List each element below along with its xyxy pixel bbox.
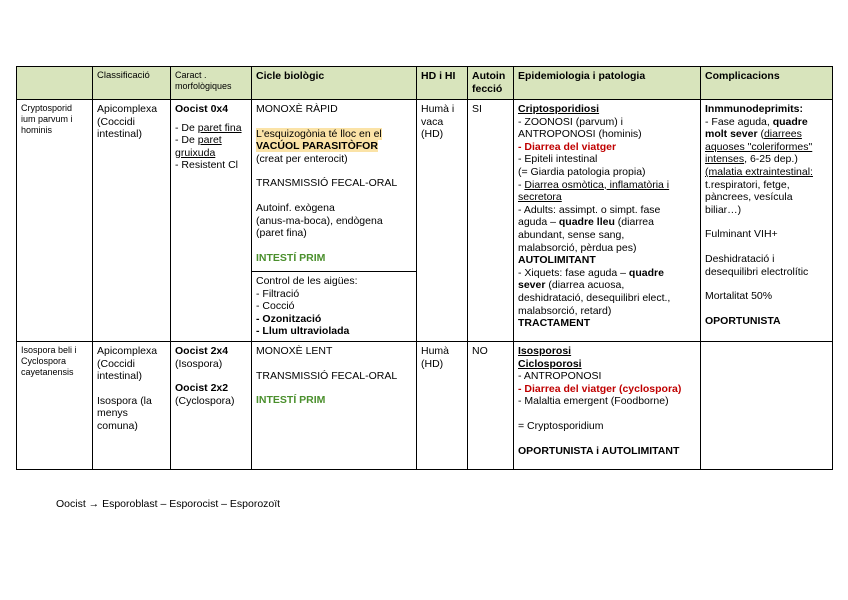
row1-epi-line: aguda – quadre lleu (diarrea: [518, 216, 654, 229]
row2-oocist-cyclospora: Oocist 2x2: [175, 382, 229, 395]
row1-esquizogonia: L'esquizogònia té lloc en el: [256, 127, 382, 140]
row1-epi-line: - Xiquets: fase aguda – quadre: [518, 266, 664, 279]
row1-autoinfeccio: [468, 100, 514, 342]
row2-hosts: [417, 341, 468, 469]
row1-comp-line: aquoses "coleriformes": [705, 140, 813, 153]
row2-transmissio: TRANSMISSIÓ FECAL-ORAL: [256, 369, 398, 382]
row1-host-line: vaca: [421, 115, 444, 128]
row1-control-item: - Cocció: [256, 300, 295, 313]
row1-comp-oportunista: OPORTUNISTA: [705, 314, 781, 327]
row1-classif-line: Apicomplexa: [97, 103, 158, 115]
row2-epi-diarrea-viatger: - Diarrea del viatger (cyclospora): [518, 382, 682, 395]
row1-creat: (creat per enterocit): [256, 152, 348, 165]
footnote: Oocist → Esporoblast – Esporocist – Esporozoït: [56, 498, 281, 510]
parasite-table: [16, 66, 833, 470]
row2-cicle: [252, 341, 417, 469]
row1-epi-line: - Adults: assimpt. o simpt. fase: [518, 203, 661, 216]
row1-comp-line: t.respiratori, fetge,: [705, 178, 790, 191]
row1-comp-line: - Fase aguda, quadre: [705, 115, 808, 128]
row1-comp-line: desequilibri electrolític: [705, 265, 809, 278]
row2-complicacions: [701, 341, 833, 469]
row1-comp-line: (malatia extraintestinal:: [705, 165, 813, 178]
row1-comp-title: Inmmunodeprimits:: [705, 103, 804, 115]
row1-autoinf-line: Autoinf. exògena: [256, 201, 335, 214]
row1-control-item: - Ozonització: [256, 312, 322, 325]
row2-classif-line: menys: [97, 407, 128, 420]
row1-morph-line1: - De paret fina: [175, 121, 242, 134]
row1-cicle: [252, 100, 417, 342]
table-header-row: [17, 67, 833, 100]
row1-vacuol: VACÚOL PARASITÒFOR: [256, 140, 378, 153]
row1-complicacions: [701, 100, 833, 342]
row1-classificacio: [93, 100, 171, 342]
row2-epi-line: - Malaltia emergent (Foodborne): [518, 395, 669, 408]
header-autoinfeccio: Autoin fecció: [468, 67, 514, 100]
row1-cicle-top: [252, 100, 416, 272]
row1-transmissio: TRANSMISSIÓ FECAL-ORAL: [256, 177, 398, 190]
row2-classif-line: Isospora (la: [97, 394, 152, 407]
row1-cicle-bottom: [252, 272, 416, 341]
row1-control-title: Control de les aigües:: [256, 275, 358, 287]
header-complicacions: Complicacions: [701, 67, 833, 100]
row1-morfologia: [171, 100, 252, 342]
row1-comp-line: intenses, 6-25 dep.): [705, 153, 798, 166]
row1-autoinf-line: (paret fina): [256, 227, 307, 240]
row1-epi-title: Criptosporidiosi: [518, 103, 600, 115]
row1-host-line: Humà i: [421, 103, 455, 115]
row1-comp-mortalitat: Mortalitat 50%: [705, 290, 773, 303]
row2-classif-line: (Coccidi: [97, 357, 135, 370]
header-hd-hi: HD i HI: [417, 67, 468, 100]
row1-epi-autolimitant: AUTOLIMITANT: [518, 254, 596, 267]
row1-autoinf-line: (anus-ma-boca), endògena: [256, 214, 383, 227]
header-epidemiologia: Epidemiologia i patologia: [514, 67, 701, 100]
row1-epi-line: malabsorció, retard): [518, 304, 612, 317]
row2-epi-title: Isosporosi: [518, 344, 572, 357]
row1-morph-line2: - De paret gruixuda: [175, 134, 222, 159]
row2-morph-sub: (Cyclospora): [175, 394, 235, 407]
row1-epi-diarrea-viatger: - Diarrea del viatger: [518, 140, 617, 153]
row2-classif-line: intestinal): [97, 370, 142, 383]
row1-intesti-prim: INTESTÍ PRIM: [256, 251, 326, 264]
row1-epi-line: - Diarrea osmòtica, inflamatòria i secretora: [518, 178, 670, 204]
row2-epi-title: Ciclosporosi: [518, 357, 582, 370]
row2-monoxe: MONOXÈ LENT: [256, 344, 333, 357]
row2-name: [17, 341, 93, 469]
row1-epi-line: abundant, sense sang,: [518, 228, 625, 241]
row2-epi-line: - ANTROPONOSI: [518, 370, 602, 383]
row1-name-text: Cryptosporid ium parvum i hominis: [21, 103, 73, 135]
header-empty: [17, 67, 93, 100]
row2-classif-line: comuna): [97, 419, 138, 432]
row1-comp-line: Fulminant VIH+: [705, 228, 778, 241]
header-caract-morfologiques: Caract . morfològiques: [171, 67, 252, 100]
row1-epi-line: - ZOONOSI (parvum) i: [518, 115, 624, 128]
row1-comp-line: Deshidratació i: [705, 252, 775, 265]
row1-epi-line: (= Giardia patologia propia): [518, 165, 646, 178]
row2-name-text: Isospora beli i Cyclospora cayetanensis: [21, 344, 77, 377]
table-row: [17, 341, 833, 469]
row2-classificacio: [93, 341, 171, 469]
row1-classif-line: (Coccidi: [97, 115, 135, 128]
row2-epidemiologia: [514, 341, 701, 469]
row1-epi-line: ANTROPONOSI (hominis): [518, 128, 642, 141]
row1-autoinf-value: SI: [472, 103, 482, 115]
row1-morph-line3: - Resistent Cl: [175, 159, 239, 172]
row1-epidemiologia: [514, 100, 701, 342]
row2-host-line: Humà: [421, 344, 450, 357]
row1-name: [17, 100, 93, 342]
row2-host-line: (HD): [421, 357, 444, 370]
row2-epi-oportunista: OPORTUNISTA i AUTOLIMITANT: [518, 444, 680, 457]
header-cicle-biologic: Cicle biològic: [252, 67, 417, 100]
row2-intesti-prim: INTESTÍ PRIM: [256, 394, 326, 407]
row1-comp-line: biliar…): [705, 203, 742, 216]
table-row: [17, 100, 833, 342]
row2-morph-sub: (Isospora): [175, 357, 223, 370]
row1-epi-line: malabsorció, pèrdua pes): [518, 241, 637, 254]
row1-epi-line: sever (diarrea acuosa,: [518, 279, 625, 292]
row2-autoinf-value: NO: [472, 344, 488, 357]
row2-autoinfeccio: [468, 341, 514, 469]
row2-classif-line: Apicomplexa: [97, 344, 158, 357]
row1-classif-line: intestinal): [97, 128, 142, 141]
row1-hosts: [417, 100, 468, 342]
row1-oocist-title: Oocist 0x4: [175, 103, 229, 115]
row1-control-item: - Filtració: [256, 287, 300, 300]
row1-comp-line: molt sever (diarrees: [705, 128, 802, 141]
row1-control-item: - Llum ultraviolada: [256, 325, 350, 338]
row2-morfologia: [171, 341, 252, 469]
row1-epi-tractament: TRACTAMENT: [518, 317, 591, 330]
row1-epi-line: deshidratació, desequilibri elect.,: [518, 291, 671, 304]
row1-monoxe: MONOXÈ RÀPID: [256, 103, 338, 115]
row1-epi-line: - Epiteli intestinal: [518, 153, 598, 166]
row1-host-line: (HD): [421, 128, 444, 141]
row1-comp-line: pàncrees, vesícula: [705, 191, 793, 204]
header-classificacio: Classificació: [93, 67, 171, 100]
row2-epi-line: = Cryptosporidium: [518, 419, 604, 432]
row2-oocist-isospora: Oocist 2x4: [175, 344, 229, 357]
